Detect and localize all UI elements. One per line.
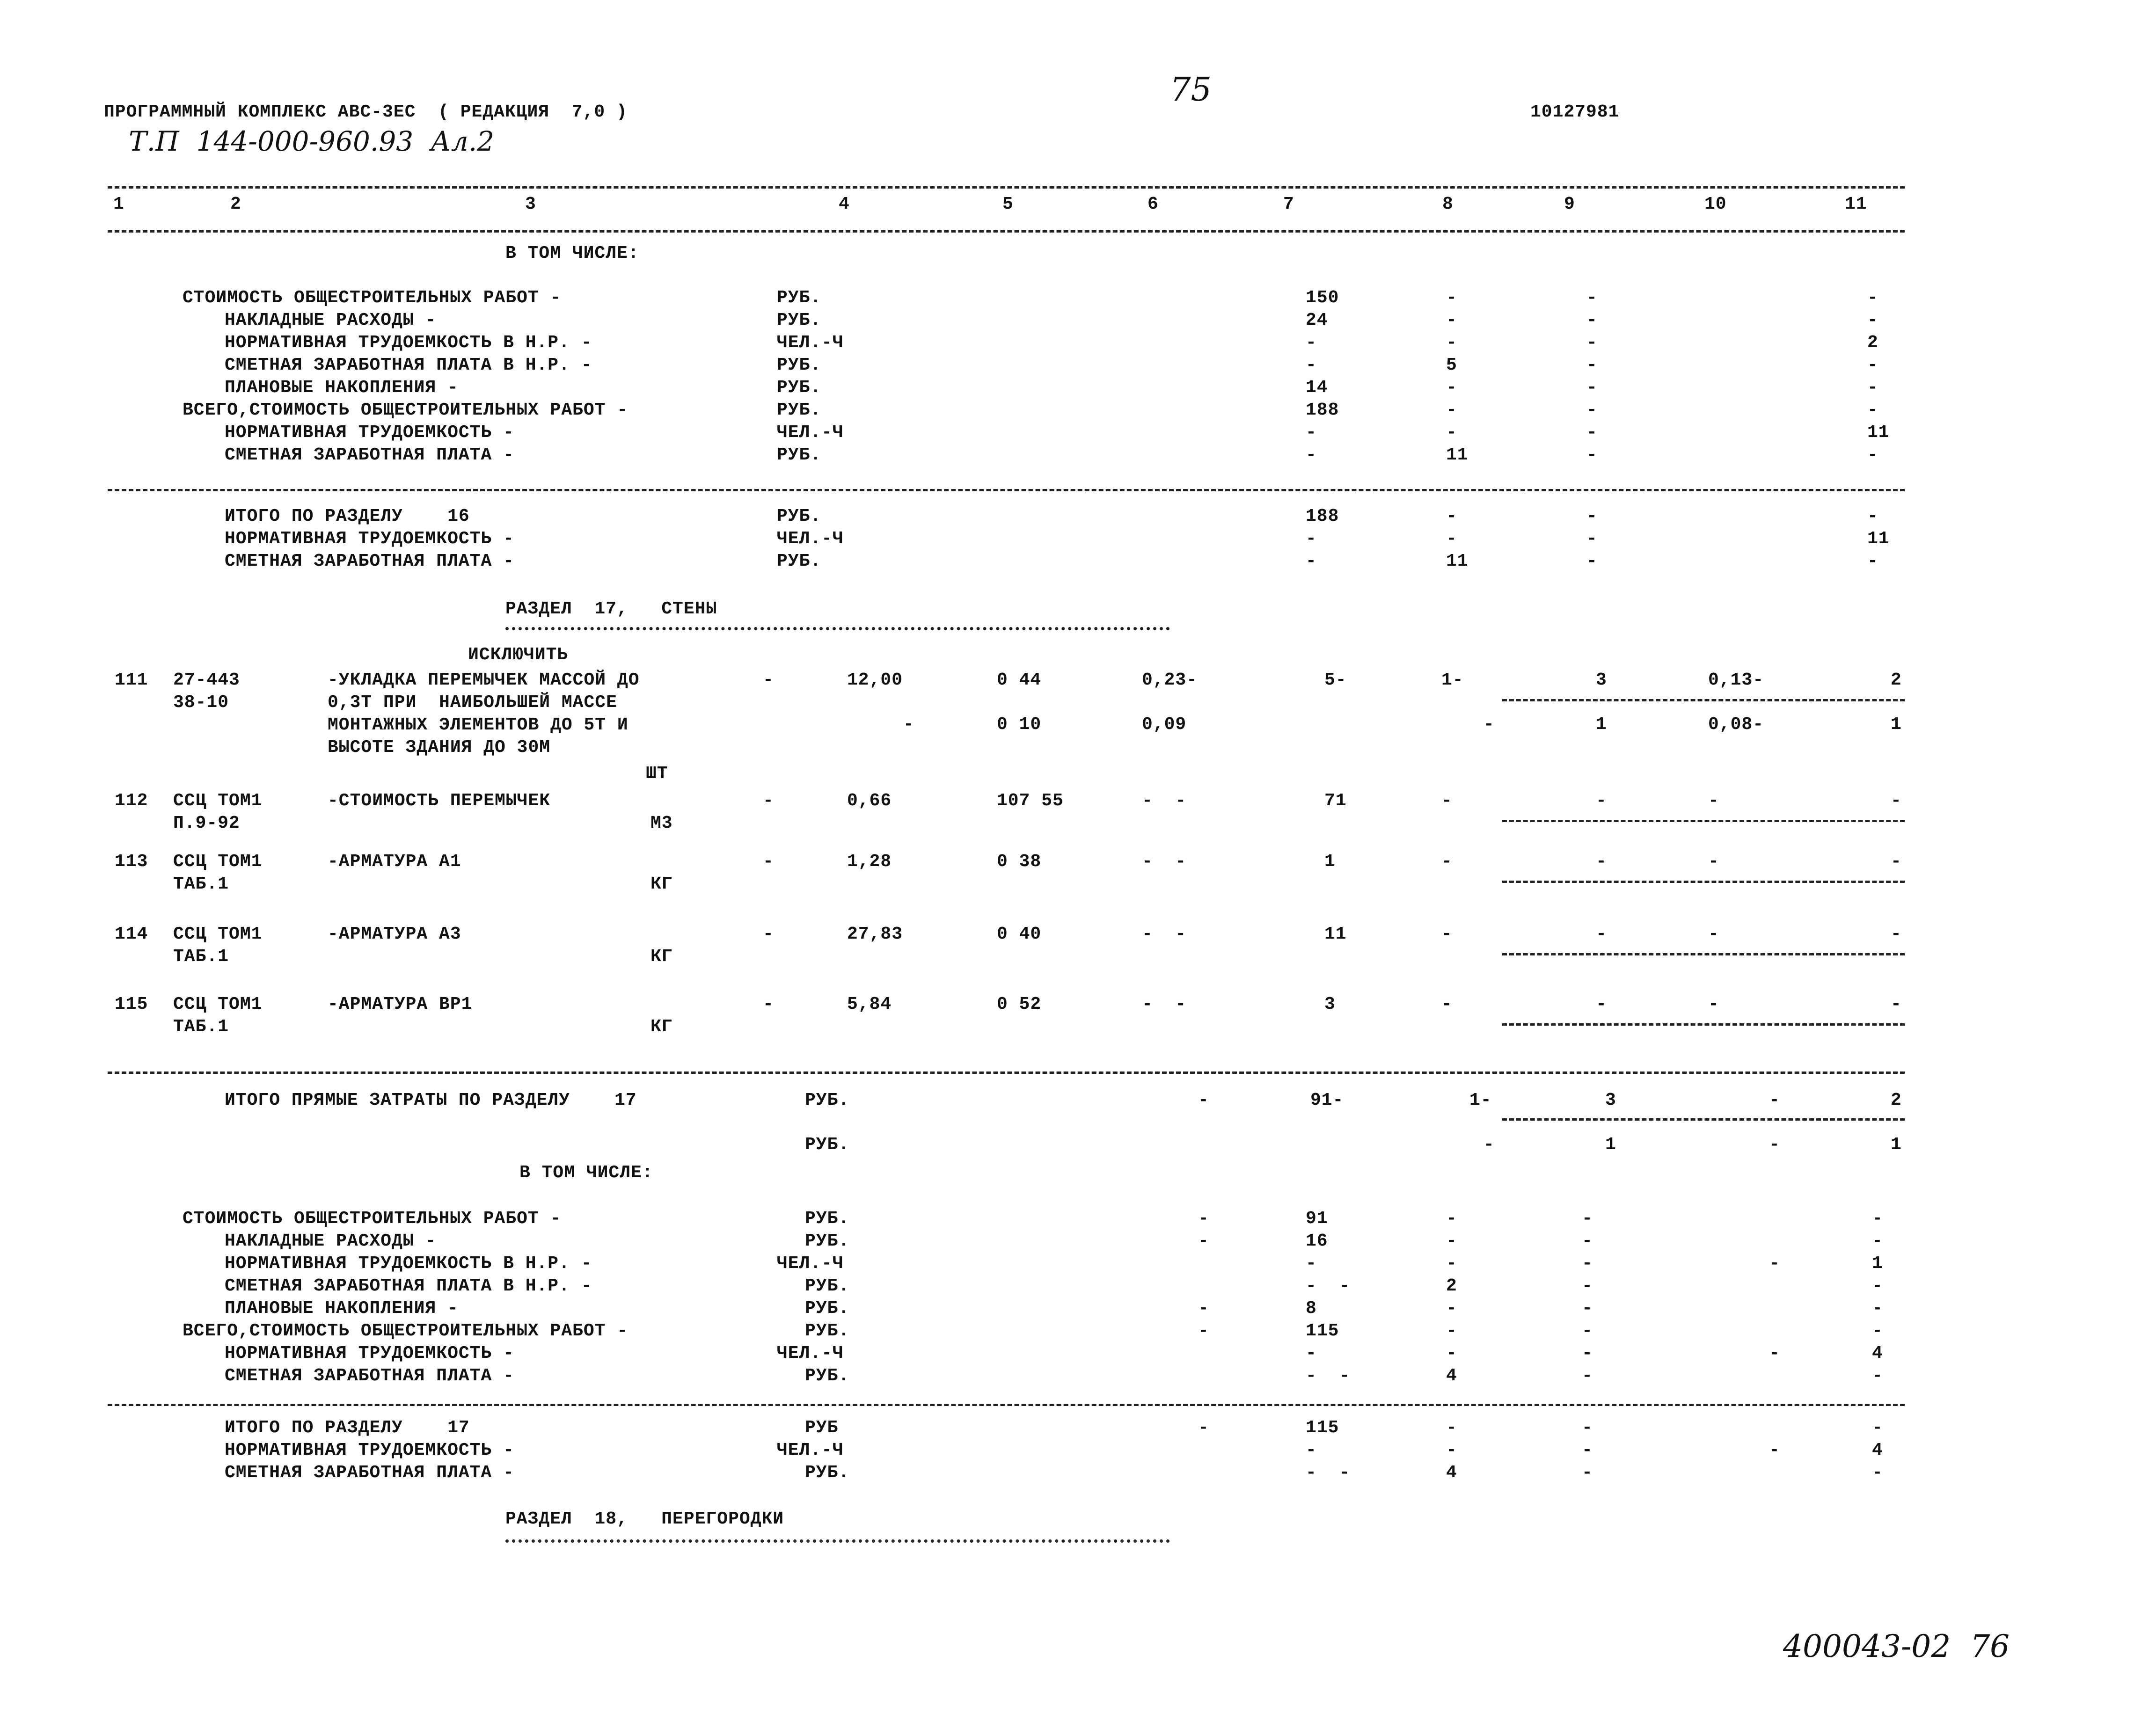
column-number: 6 — [1147, 194, 1159, 214]
summary-label: ВСЕГО,СТОИМОСТЬ ОБЩЕСТРОИТЕЛЬНЫХ РАБОТ - — [183, 400, 629, 420]
total-label: ИТОГО ПО РАЗДЕЛУ 16 — [225, 506, 470, 526]
summary-unit: РУБ. — [777, 355, 822, 375]
summary-c7: - — [1306, 1254, 1317, 1274]
summary-c7: 8 — [1306, 1298, 1317, 1319]
summary-c11: - — [1867, 355, 1878, 375]
summary-unit: РУБ. — [805, 1366, 850, 1386]
total-unit: РУБ. — [777, 551, 822, 571]
summary-unit: ЧЕЛ.-Ч — [777, 333, 844, 353]
item-c11: - — [1891, 994, 1902, 1014]
item-c7: 71 — [1324, 791, 1347, 811]
summary-c8: - — [1446, 423, 1457, 443]
total-c11: - — [1867, 506, 1878, 526]
column-number: 8 — [1442, 194, 1454, 214]
summary-c11: - — [1872, 1209, 1883, 1229]
summary-unit: ЧЕЛ.-Ч — [777, 423, 844, 443]
summary-c9: - — [1582, 1209, 1593, 1229]
item-c11: 2 — [1891, 670, 1902, 690]
document-code: 10127981 — [1530, 102, 1620, 122]
total-unit: РУБ. — [777, 506, 822, 526]
item-unit: КГ — [650, 874, 673, 894]
column-number: 5 — [1002, 194, 1014, 214]
summary-unit: РУБ. — [777, 400, 822, 420]
summary-c8: - — [1446, 1298, 1457, 1319]
item-c11: - — [1891, 924, 1902, 944]
item-number: 111 — [115, 670, 148, 690]
summary-c8: - — [1446, 288, 1457, 308]
total-label: НОРМАТИВНАЯ ТРУДОЕМКОСТЬ - — [225, 529, 514, 549]
item-quantity: 5,84 — [847, 994, 892, 1014]
total-c8: - — [1446, 1440, 1457, 1460]
summary-c9: - — [1582, 1321, 1593, 1341]
summary-c7: 14 — [1306, 378, 1328, 398]
item-c4-sign: - — [763, 852, 774, 872]
summary-label: НОРМАТИВНАЯ ТРУДОЕМКОСТЬ - — [225, 1343, 514, 1363]
direct-total-c8: 1- — [1469, 1090, 1492, 1110]
item-code: ССЦ ТОМ1 — [173, 924, 263, 944]
table-rule — [1502, 820, 1905, 822]
item-unit: КГ — [650, 947, 673, 967]
table-rule — [1502, 699, 1905, 701]
item-c4-sign: - — [763, 791, 774, 811]
summary-c7: - - — [1306, 1366, 1351, 1386]
table-rule — [1502, 1118, 1905, 1121]
item-code: ССЦ ТОМ1 — [173, 994, 263, 1014]
total-c6: - — [1198, 1418, 1209, 1438]
summary-label: НОРМАТИВНАЯ ТРУДОЕМКОСТЬ - — [225, 423, 514, 443]
item-c8: 1- — [1441, 670, 1464, 690]
summary-c7: - — [1306, 333, 1317, 353]
item-code2: ТАБ.1 — [173, 947, 229, 967]
summary-c11: 4 — [1872, 1343, 1883, 1363]
summary-c11: - — [1867, 400, 1878, 420]
tp-reference: Т.П 144-000-960.93 Ал.2 — [129, 125, 495, 157]
direct-total-c9: 3 — [1605, 1090, 1616, 1110]
total-c9: - — [1582, 1463, 1593, 1483]
direct-total-label: ИТОГО ПРЯМЫЕ ЗАТРАТЫ ПО РАЗДЕЛУ 17 — [225, 1090, 637, 1110]
summary-c8: - — [1446, 1321, 1457, 1341]
total-label: ИТОГО ПО РАЗДЕЛУ 17 — [225, 1418, 470, 1438]
summary-unit: РУБ. — [805, 1209, 850, 1229]
item-unit: М3 — [650, 813, 673, 833]
total-label: СМЕТНАЯ ЗАРАБОТНАЯ ПЛАТА - — [225, 1463, 514, 1483]
total-c11: - — [1872, 1463, 1883, 1483]
summary-c8: 11 — [1446, 445, 1469, 465]
item-description: -СТОИМОСТЬ ПЕРЕМЫЧЕК — [328, 791, 551, 811]
item-number: 112 — [115, 791, 148, 811]
summary-c9: - — [1582, 1276, 1593, 1296]
item-c10: - — [1708, 924, 1719, 944]
summary-c7: 150 — [1306, 288, 1339, 308]
summary-c6: - — [1198, 1231, 1209, 1251]
item-c9: - — [1596, 852, 1607, 872]
summary-label: СМЕТНАЯ ЗАРАБОТНАЯ ПЛАТА В Н.Р. - — [225, 355, 592, 375]
summary-c11: - — [1872, 1231, 1883, 1251]
summary-c10: - — [1769, 1254, 1780, 1274]
total-c8: 4 — [1446, 1463, 1457, 1483]
summary-c8: 5 — [1446, 355, 1457, 375]
summary-c8: - — [1446, 400, 1457, 420]
summary-label: ПЛАНОВЫЕ НАКОПЛЕНИЯ - — [225, 1298, 459, 1319]
item-description: МОНТАЖНЫХ ЭЛЕМЕНТОВ ДО 5Т И — [328, 715, 629, 735]
column-number: 9 — [1564, 194, 1575, 214]
item-unit: ШТ — [646, 764, 668, 784]
total-c11: - — [1867, 551, 1878, 571]
summary-c9: - — [1586, 423, 1598, 443]
total-c8: - — [1446, 529, 1457, 549]
summary-c11: - — [1872, 1298, 1883, 1319]
item-c4-2: - — [903, 714, 914, 735]
item-unit-price: 0 44 — [997, 670, 1042, 690]
summary-c11: - — [1872, 1321, 1883, 1341]
summary-c8: - — [1446, 1254, 1457, 1274]
direct-total-c11-2: 1 — [1891, 1135, 1902, 1155]
exclude-label: ИСКЛЮЧИТЬ — [468, 645, 569, 665]
section-title: РАЗДЕЛ 18, ПЕРЕГОРОДКИ — [505, 1509, 784, 1529]
summary-unit: РУБ. — [777, 288, 822, 308]
item-quantity: 0,66 — [847, 791, 892, 811]
direct-total-c7: 91- — [1310, 1090, 1344, 1110]
item-c9-2: 1 — [1596, 714, 1607, 735]
item-c4-sign: - — [763, 924, 774, 944]
item-c10: 0,13- — [1708, 670, 1764, 690]
summary-c9: - — [1582, 1231, 1593, 1251]
total-c7: - — [1306, 1440, 1317, 1460]
item-c7: 11 — [1324, 924, 1347, 944]
item-number: 113 — [115, 852, 148, 872]
column-number-row — [104, 194, 1915, 222]
summary-c7: 16 — [1306, 1231, 1328, 1251]
summary-c7: 91 — [1306, 1209, 1328, 1229]
summary-c9: - — [1582, 1298, 1593, 1319]
item-c9: - — [1596, 791, 1607, 811]
item-code2: ТАБ.1 — [173, 874, 229, 894]
item-c11: - — [1891, 852, 1902, 872]
summary-c9: - — [1582, 1254, 1593, 1274]
summary-c11: 1 — [1872, 1254, 1883, 1274]
item-number: 114 — [115, 924, 148, 944]
footer-note: 400043-02 76 — [1783, 1628, 2010, 1664]
summary-c9: - — [1582, 1366, 1593, 1386]
table-rule — [1502, 953, 1905, 955]
summary-c11: - — [1872, 1366, 1883, 1386]
summary-c11: - — [1867, 310, 1878, 330]
summary-label: НОРМАТИВНАЯ ТРУДОЕМКОСТЬ В Н.Р. - — [225, 1254, 592, 1274]
item-code: ССЦ ТОМ1 — [173, 852, 263, 872]
direct-total-c10: - — [1769, 1090, 1780, 1110]
summary-c8: - — [1446, 1231, 1457, 1251]
summary-c8: 4 — [1446, 1366, 1457, 1386]
header-top-rule — [108, 186, 1905, 189]
item-c6: - - — [1142, 852, 1187, 872]
column-number: 10 — [1704, 194, 1727, 214]
direct-total-c9-2: 1 — [1605, 1135, 1616, 1155]
item-c4-sign: - — [763, 994, 774, 1014]
direct-total-c10-2: - — [1769, 1135, 1780, 1155]
item-c10-2: 0,08- — [1708, 714, 1764, 735]
total-c7: 115 — [1306, 1418, 1339, 1438]
total-c10: - — [1769, 1440, 1780, 1460]
item-c6-2: 0,09 — [1142, 714, 1187, 735]
summary-unit: РУБ. — [805, 1276, 850, 1296]
total-c8: - — [1446, 1418, 1457, 1438]
summary-label: ПЛАНОВЫЕ НАКОПЛЕНИЯ - — [225, 378, 459, 398]
total-c9: - — [1586, 506, 1598, 526]
summary-c11: - — [1872, 1276, 1883, 1296]
item-code2: 38-10 — [173, 692, 229, 713]
summary-c11: - — [1867, 378, 1878, 398]
summary-label: НОРМАТИВНАЯ ТРУДОЕМКОСТЬ В Н.Р. - — [225, 333, 592, 353]
total-label: НОРМАТИВНАЯ ТРУДОЕМКОСТЬ - — [225, 1440, 514, 1460]
item-unit-price: 107 55 — [997, 791, 1064, 811]
item-c9: - — [1596, 924, 1607, 944]
item-code2: ТАБ.1 — [173, 1017, 229, 1037]
summary-unit: РУБ. — [777, 310, 822, 330]
item-description: -АРМАТУРА ВР1 — [328, 994, 473, 1014]
table-rule — [505, 627, 1170, 630]
column-number: 11 — [1845, 194, 1867, 214]
item-code: 27-443 — [173, 670, 240, 690]
total-c7: - — [1306, 551, 1317, 571]
summary-c7: - — [1306, 445, 1317, 465]
total-unit: ЧЕЛ.-Ч — [777, 529, 844, 549]
summary-c11: 2 — [1867, 333, 1878, 353]
incl-label: В ТОМ ЧИСЛЕ: — [505, 243, 639, 263]
total-c11: - — [1872, 1418, 1883, 1438]
item-c7: 1 — [1324, 852, 1336, 872]
summary-c7: - — [1306, 423, 1317, 443]
summary-c6: - — [1198, 1209, 1209, 1229]
summary-c9: - — [1582, 1343, 1593, 1363]
column-number: 1 — [113, 194, 124, 214]
item-c10: - — [1708, 791, 1719, 811]
direct-total-c8-2: - — [1484, 1135, 1495, 1155]
summary-c11: - — [1867, 288, 1878, 308]
table-rule — [505, 1539, 1170, 1543]
table-rule — [1502, 881, 1905, 883]
total-label: СМЕТНАЯ ЗАРАБОТНАЯ ПЛАТА - — [225, 551, 514, 571]
total-c8: 11 — [1446, 551, 1469, 571]
incl-label: В ТОМ ЧИСЛЕ: — [519, 1163, 653, 1183]
summary-unit: РУБ. — [805, 1298, 850, 1319]
column-number: 3 — [525, 194, 536, 214]
total-c11: 4 — [1872, 1440, 1883, 1460]
item-code: ССЦ ТОМ1 — [173, 791, 263, 811]
item-c7: 5- — [1324, 670, 1347, 690]
summary-c9: - — [1586, 310, 1598, 330]
item-c7: 3 — [1324, 994, 1336, 1014]
item-c8: - — [1441, 791, 1453, 811]
summary-label: СТОИМОСТЬ ОБЩЕСТРОИТЕЛЬНЫХ РАБОТ - — [183, 1209, 562, 1229]
summary-c10: - — [1769, 1343, 1780, 1363]
total-c9: - — [1586, 529, 1598, 549]
summary-c8: - — [1446, 1343, 1457, 1363]
summary-c11: 11 — [1867, 423, 1890, 443]
summary-c6: - — [1198, 1321, 1209, 1341]
total-c11: 11 — [1867, 529, 1890, 549]
summary-c9: - — [1586, 288, 1598, 308]
column-number: 7 — [1283, 194, 1294, 214]
column-number: 4 — [839, 194, 850, 214]
summary-c7: 115 — [1306, 1321, 1339, 1341]
item-description: ВЫСОТЕ ЗДАНИЯ ДО 30М — [328, 737, 551, 758]
section-title: РАЗДЕЛ 17, СТЕНЫ — [505, 599, 717, 619]
total-unit: РУБ. — [805, 1463, 850, 1483]
summary-c9: - — [1586, 400, 1598, 420]
summary-unit: РУБ. — [805, 1321, 850, 1341]
item-description: -УКЛАДКА ПЕРЕМЫЧЕК МАССОЙ ДО — [328, 670, 640, 690]
item-number: 115 — [115, 994, 148, 1014]
summary-label: СМЕТНАЯ ЗАРАБОТНАЯ ПЛАТА - — [225, 1366, 514, 1386]
summary-c8: - — [1446, 1209, 1457, 1229]
direct-total-unit: РУБ. — [805, 1090, 850, 1110]
total-unit: РУБ — [805, 1418, 839, 1438]
total-c7: 188 — [1306, 506, 1339, 526]
item-c10: - — [1708, 852, 1719, 872]
total-c9: - — [1586, 551, 1598, 571]
item-code2: П.9-92 — [173, 813, 240, 833]
summary-label: ВСЕГО,СТОИМОСТЬ ОБЩЕСТРОИТЕЛЬНЫХ РАБОТ - — [183, 1321, 629, 1341]
item-c8-2: - — [1484, 714, 1495, 735]
page-number: 75 — [1170, 70, 1212, 109]
item-c8: - — [1441, 924, 1453, 944]
table-rule — [108, 1072, 1905, 1074]
summary-c8: - — [1446, 333, 1457, 353]
item-unit-price: 0 52 — [997, 994, 1042, 1014]
table-rule — [108, 489, 1905, 491]
item-description: 0,3Т ПРИ НАИБОЛЬШЕЙ МАССЕ — [328, 692, 617, 713]
summary-c8: - — [1446, 310, 1457, 330]
column-number: 2 — [230, 194, 241, 214]
item-quantity: 12,00 — [847, 670, 903, 690]
item-c11-2: 1 — [1891, 714, 1902, 735]
summary-unit: ЧЕЛ.-Ч — [777, 1254, 844, 1274]
summary-c9: - — [1586, 445, 1598, 465]
item-c6: - - — [1142, 791, 1187, 811]
item-c8: - — [1441, 994, 1453, 1014]
summary-c8: - — [1446, 378, 1457, 398]
item-c6: 0,23- — [1142, 670, 1198, 690]
summary-c6: - — [1198, 1298, 1209, 1319]
item-quantity: 1,28 — [847, 852, 892, 872]
direct-total-c11: 2 — [1891, 1090, 1902, 1110]
program-title: ПРОГРАММНЫЙ КОМПЛЕКС АВС-3ЕС ( РЕДАКЦИЯ 7,0 ) — [104, 102, 628, 122]
total-c9: - — [1582, 1418, 1593, 1438]
total-c8: - — [1446, 506, 1457, 526]
item-unit-price-2: 0 10 — [997, 714, 1042, 735]
total-c7: - - — [1306, 1463, 1351, 1483]
summary-label: НАКЛАДНЫЕ РАСХОДЫ - — [225, 1231, 437, 1251]
direct-total-unit-2: РУБ. — [805, 1135, 850, 1155]
summary-c9: - — [1586, 355, 1598, 375]
summary-unit: РУБ. — [777, 378, 822, 398]
item-c6: - - — [1142, 994, 1187, 1014]
item-c8: - — [1441, 852, 1453, 872]
summary-c7: 188 — [1306, 400, 1339, 420]
summary-unit: ЧЕЛ.-Ч — [777, 1343, 844, 1363]
summary-c11: - — [1867, 445, 1878, 465]
summary-c8: 2 — [1446, 1276, 1457, 1296]
summary-c7: - — [1306, 1343, 1317, 1363]
item-quantity: 27,83 — [847, 924, 903, 944]
summary-label: НАКЛАДНЫЕ РАСХОДЫ - — [225, 310, 437, 330]
summary-label: СМЕТНАЯ ЗАРАБОТНАЯ ПЛАТА В Н.Р. - — [225, 1276, 592, 1296]
summary-c9: - — [1586, 333, 1598, 353]
total-unit: ЧЕЛ.-Ч — [777, 1440, 844, 1460]
item-c10: - — [1708, 994, 1719, 1014]
total-c7: - — [1306, 529, 1317, 549]
summary-c7: - — [1306, 355, 1317, 375]
summary-c9: - — [1586, 378, 1598, 398]
total-c9: - — [1582, 1440, 1593, 1460]
summary-unit: РУБ. — [805, 1231, 850, 1251]
item-c6: - - — [1142, 924, 1187, 944]
summary-c7: 24 — [1306, 310, 1328, 330]
item-unit-price: 0 40 — [997, 924, 1042, 944]
summary-label: СТОИМОСТЬ ОБЩЕСТРОИТЕЛЬНЫХ РАБОТ - — [183, 288, 562, 308]
item-c9: 3 — [1596, 670, 1607, 690]
item-c4-sign: - — [763, 670, 774, 690]
item-unit: КГ — [650, 1017, 673, 1037]
direct-total-c6: - — [1198, 1090, 1209, 1110]
item-description: -АРМАТУРА А3 — [328, 924, 461, 944]
table-rule — [108, 1404, 1905, 1406]
summary-c7: - - — [1306, 1276, 1351, 1296]
item-unit-price: 0 38 — [997, 852, 1042, 872]
table-rule — [1502, 1023, 1905, 1026]
item-c11: - — [1891, 791, 1902, 811]
item-c9: - — [1596, 994, 1607, 1014]
item-description: -АРМАТУРА А1 — [328, 852, 461, 872]
summary-unit: РУБ. — [777, 445, 822, 465]
summary-label: СМЕТНАЯ ЗАРАБОТНАЯ ПЛАТА - — [225, 445, 514, 465]
header-bottom-rule — [108, 230, 1905, 233]
